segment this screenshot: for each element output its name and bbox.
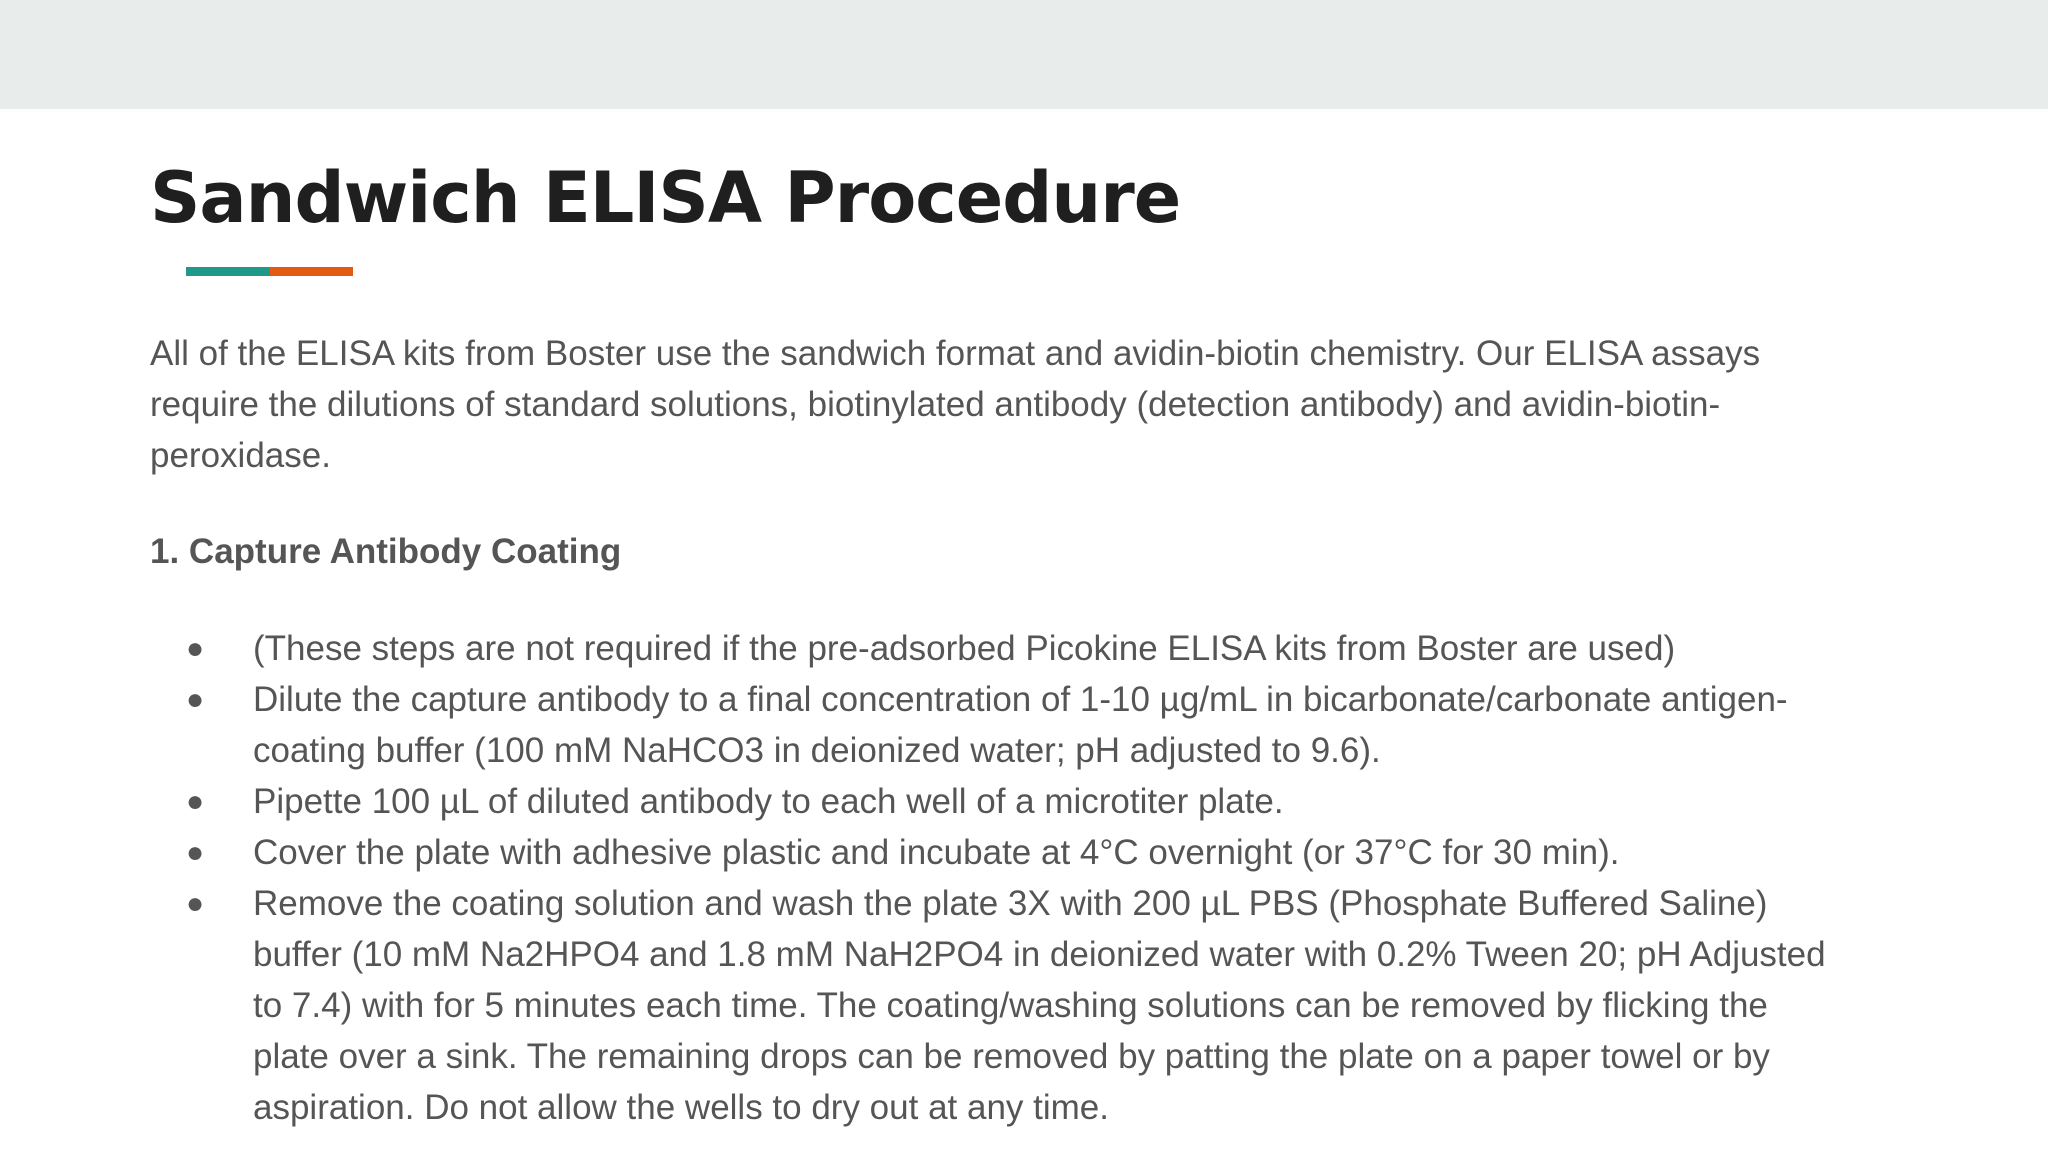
bullet-item (150, 623, 1840, 674)
bullet-text: (These steps are not required if the pre-adsorbed Picokine ELISA kits from Boster are used) (253, 629, 1676, 668)
bullet-text: Remove the coating solution and wash the plate 3X with 200 µL PBS (Phosphate Buffered Saline) buffer (10 mM Na2HPO4 and 1.8 mM NaH2PO4 in deionized water with 0.2% Tween 20; pH Adjusted to 7.4) with for 5 minutes each time. The coating/washing solutions can be removed by flicking the plate over a sink. The remaining drops can be removed by patting the plate on a paper towel or by aspiration. Do not allow the wells to dry out at any time. (253, 884, 1826, 1127)
section-heading: 1. Capture Antibody Coating (150, 532, 622, 571)
bullet-dot-icon: ● (186, 836, 205, 869)
accent-rule-orange-segment (270, 267, 353, 276)
bullet-dot-icon: ● (186, 887, 205, 920)
slide-title: Sandwich ELISA Procedure (150, 157, 1181, 239)
bullet-text: Dilute the capture antibody to a final concentration of 1-10 µg/mL in bicarbonate/carbonate antigen-coating buffer (100 mM NaHCO3 in deionized water; pH adjusted to 9.6). (253, 680, 1788, 770)
bullet-dot-icon: ● (186, 632, 205, 665)
accent-rule-teal-segment (186, 267, 270, 276)
bullet-text: Pipette 100 µL of diluted antibody to each well of a microtiter plate. (253, 782, 1284, 821)
bullet-item (150, 674, 1840, 776)
intro-paragraph: All of the ELISA kits from Boster use the sandwich format and avidin-biotin chemistry. Our ELISA assays require the dilutions of standard solutions, biotinylated antibody (detection antibody) and avidin-biotin-peroxidase. (150, 334, 1761, 475)
bullet-dot-icon: ● (186, 785, 205, 818)
bullet-text: Cover the plate with adhesive plastic and incubate at 4°C overnight (or 37°C for 30 min). (253, 833, 1620, 872)
bullet-item (150, 776, 1840, 827)
bullet-item (150, 827, 1840, 878)
bullet-item (150, 878, 1840, 1133)
title-accent-rule (186, 267, 353, 276)
procedure-bullet-list (150, 623, 1840, 1133)
bullet-dot-icon: ● (186, 683, 205, 716)
header-band (0, 0, 2048, 109)
slide-body (150, 328, 1840, 1133)
